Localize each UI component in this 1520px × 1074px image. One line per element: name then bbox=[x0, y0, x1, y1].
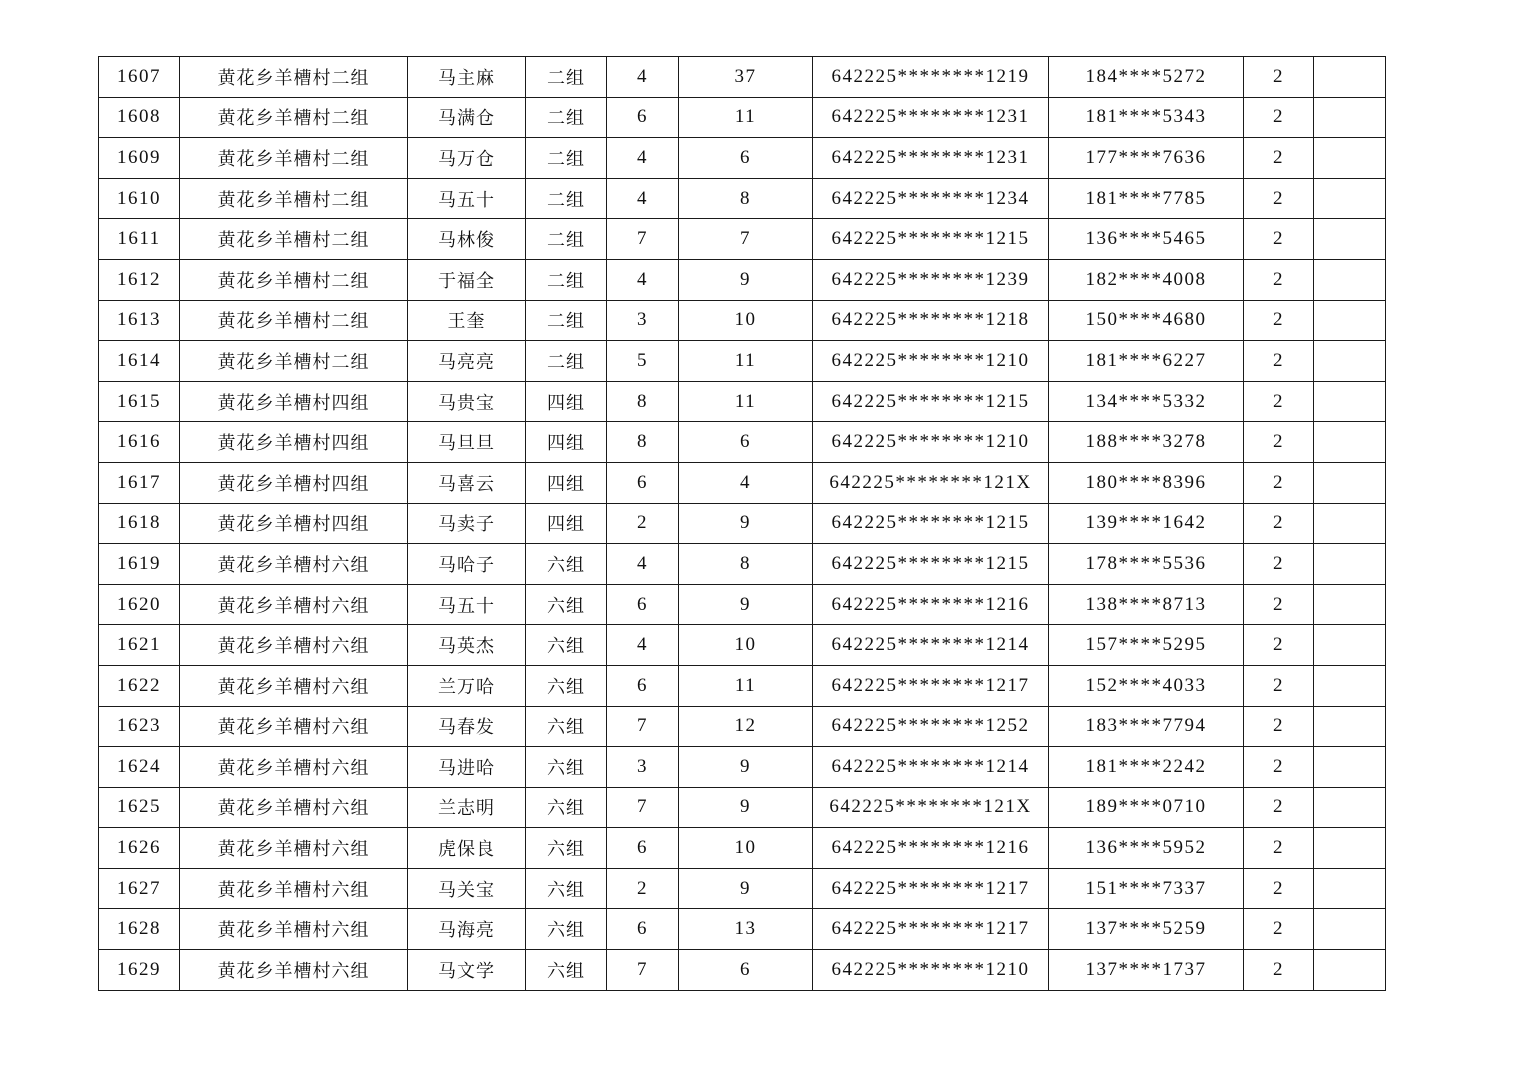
count-cell: 8 bbox=[679, 178, 813, 219]
value-cell: 2 bbox=[1244, 909, 1314, 950]
household-size-cell: 4 bbox=[607, 259, 679, 300]
table-row bbox=[99, 625, 1386, 666]
table-row bbox=[99, 219, 1386, 260]
remark-cell bbox=[1314, 219, 1386, 260]
serial-number-cell: 1624 bbox=[99, 747, 180, 788]
table-row bbox=[99, 259, 1386, 300]
group-cell: 二组 bbox=[526, 300, 607, 341]
table-row bbox=[99, 138, 1386, 179]
value-cell: 2 bbox=[1244, 300, 1314, 341]
value-cell: 2 bbox=[1244, 868, 1314, 909]
group-cell: 二组 bbox=[526, 138, 607, 179]
group-cell: 二组 bbox=[526, 341, 607, 382]
address-cell: 黄花乡羊槽村六组 bbox=[180, 787, 408, 828]
count-cell: 9 bbox=[679, 503, 813, 544]
name-cell: 马五十 bbox=[408, 178, 526, 219]
value-cell: 2 bbox=[1244, 57, 1314, 98]
phone-cell: 151****7337 bbox=[1049, 868, 1244, 909]
value-cell: 2 bbox=[1244, 950, 1314, 991]
id-number-cell: 642225********1231 bbox=[813, 138, 1049, 179]
remark-cell bbox=[1314, 341, 1386, 382]
household-size-cell: 5 bbox=[607, 341, 679, 382]
serial-number-cell: 1621 bbox=[99, 625, 180, 666]
id-number-cell: 642225********1215 bbox=[813, 503, 1049, 544]
remark-cell bbox=[1314, 747, 1386, 788]
count-cell: 9 bbox=[679, 747, 813, 788]
group-cell: 六组 bbox=[526, 665, 607, 706]
id-number-cell: 642225********121X bbox=[813, 462, 1049, 503]
group-cell: 二组 bbox=[526, 97, 607, 138]
phone-cell: 137****5259 bbox=[1049, 909, 1244, 950]
household-size-cell: 6 bbox=[607, 665, 679, 706]
count-cell: 9 bbox=[679, 584, 813, 625]
household-size-cell: 2 bbox=[607, 868, 679, 909]
household-size-cell: 4 bbox=[607, 178, 679, 219]
serial-number-cell: 1612 bbox=[99, 259, 180, 300]
id-number-cell: 642225********1252 bbox=[813, 706, 1049, 747]
phone-cell: 181****6227 bbox=[1049, 341, 1244, 382]
household-size-cell: 6 bbox=[607, 97, 679, 138]
address-cell: 黄花乡羊槽村六组 bbox=[180, 747, 408, 788]
serial-number-cell: 1613 bbox=[99, 300, 180, 341]
group-cell: 二组 bbox=[526, 57, 607, 98]
group-cell: 四组 bbox=[526, 422, 607, 463]
name-cell: 马卖子 bbox=[408, 503, 526, 544]
name-cell: 马喜云 bbox=[408, 462, 526, 503]
remark-cell bbox=[1314, 868, 1386, 909]
id-number-cell: 642225********1215 bbox=[813, 219, 1049, 260]
group-cell: 六组 bbox=[526, 950, 607, 991]
group-cell: 四组 bbox=[526, 381, 607, 422]
count-cell: 8 bbox=[679, 544, 813, 585]
remark-cell bbox=[1314, 462, 1386, 503]
household-size-cell: 8 bbox=[607, 381, 679, 422]
remark-cell bbox=[1314, 57, 1386, 98]
name-cell: 马进哈 bbox=[408, 747, 526, 788]
id-number-cell: 642225********121X bbox=[813, 787, 1049, 828]
household-size-cell: 7 bbox=[607, 950, 679, 991]
count-cell: 6 bbox=[679, 138, 813, 179]
count-cell: 13 bbox=[679, 909, 813, 950]
id-number-cell: 642225********1217 bbox=[813, 909, 1049, 950]
count-cell: 11 bbox=[679, 665, 813, 706]
group-cell: 六组 bbox=[526, 828, 607, 869]
value-cell: 2 bbox=[1244, 138, 1314, 179]
group-cell: 六组 bbox=[526, 868, 607, 909]
name-cell: 马万仓 bbox=[408, 138, 526, 179]
name-cell: 马林俊 bbox=[408, 219, 526, 260]
household-size-cell: 3 bbox=[607, 747, 679, 788]
count-cell: 9 bbox=[679, 259, 813, 300]
value-cell: 2 bbox=[1244, 665, 1314, 706]
serial-number-cell: 1620 bbox=[99, 584, 180, 625]
serial-number-cell: 1623 bbox=[99, 706, 180, 747]
household-size-cell: 7 bbox=[607, 787, 679, 828]
remark-cell bbox=[1314, 503, 1386, 544]
household-size-cell: 8 bbox=[607, 422, 679, 463]
id-number-cell: 642225********1234 bbox=[813, 178, 1049, 219]
address-cell: 黄花乡羊槽村二组 bbox=[180, 178, 408, 219]
serial-number-cell: 1627 bbox=[99, 868, 180, 909]
value-cell: 2 bbox=[1244, 787, 1314, 828]
phone-cell: 180****8396 bbox=[1049, 462, 1244, 503]
name-cell: 马旦旦 bbox=[408, 422, 526, 463]
serial-number-cell: 1617 bbox=[99, 462, 180, 503]
group-cell: 六组 bbox=[526, 706, 607, 747]
value-cell: 2 bbox=[1244, 381, 1314, 422]
address-cell: 黄花乡羊槽村二组 bbox=[180, 259, 408, 300]
phone-cell: 137****1737 bbox=[1049, 950, 1244, 991]
name-cell: 马贵宝 bbox=[408, 381, 526, 422]
id-number-cell: 642225********1217 bbox=[813, 665, 1049, 706]
id-number-cell: 642225********1231 bbox=[813, 97, 1049, 138]
table-row bbox=[99, 584, 1386, 625]
household-size-cell: 6 bbox=[607, 462, 679, 503]
id-number-cell: 642225********1215 bbox=[813, 381, 1049, 422]
name-cell: 马亮亮 bbox=[408, 341, 526, 382]
table-row bbox=[99, 503, 1386, 544]
address-cell: 黄花乡羊槽村六组 bbox=[180, 584, 408, 625]
group-cell: 六组 bbox=[526, 787, 607, 828]
address-cell: 黄花乡羊槽村四组 bbox=[180, 503, 408, 544]
address-cell: 黄花乡羊槽村四组 bbox=[180, 422, 408, 463]
name-cell: 兰志明 bbox=[408, 787, 526, 828]
serial-number-cell: 1609 bbox=[99, 138, 180, 179]
table-row bbox=[99, 909, 1386, 950]
value-cell: 2 bbox=[1244, 625, 1314, 666]
phone-cell: 183****7794 bbox=[1049, 706, 1244, 747]
group-cell: 六组 bbox=[526, 747, 607, 788]
table-row bbox=[99, 381, 1386, 422]
phone-cell: 182****4008 bbox=[1049, 259, 1244, 300]
serial-number-cell: 1619 bbox=[99, 544, 180, 585]
count-cell: 11 bbox=[679, 381, 813, 422]
id-number-cell: 642225********1214 bbox=[813, 625, 1049, 666]
count-cell: 6 bbox=[679, 950, 813, 991]
name-cell: 兰万哈 bbox=[408, 665, 526, 706]
remark-cell bbox=[1314, 381, 1386, 422]
id-number-cell: 642225********1239 bbox=[813, 259, 1049, 300]
household-size-cell: 3 bbox=[607, 300, 679, 341]
count-cell: 6 bbox=[679, 422, 813, 463]
serial-number-cell: 1611 bbox=[99, 219, 180, 260]
serial-number-cell: 1616 bbox=[99, 422, 180, 463]
address-cell: 黄花乡羊槽村二组 bbox=[180, 300, 408, 341]
id-number-cell: 642225********1210 bbox=[813, 341, 1049, 382]
table-body bbox=[99, 57, 1386, 991]
value-cell: 2 bbox=[1244, 462, 1314, 503]
phone-cell: 181****2242 bbox=[1049, 747, 1244, 788]
address-cell: 黄花乡羊槽村六组 bbox=[180, 544, 408, 585]
address-cell: 黄花乡羊槽村六组 bbox=[180, 950, 408, 991]
phone-cell: 138****8713 bbox=[1049, 584, 1244, 625]
value-cell: 2 bbox=[1244, 706, 1314, 747]
phone-cell: 139****1642 bbox=[1049, 503, 1244, 544]
address-cell: 黄花乡羊槽村六组 bbox=[180, 828, 408, 869]
table-row bbox=[99, 665, 1386, 706]
address-cell: 黄花乡羊槽村六组 bbox=[180, 909, 408, 950]
name-cell: 王奎 bbox=[408, 300, 526, 341]
name-cell: 马海亮 bbox=[408, 909, 526, 950]
table-row bbox=[99, 828, 1386, 869]
serial-number-cell: 1629 bbox=[99, 950, 180, 991]
table-row bbox=[99, 706, 1386, 747]
household-size-cell: 4 bbox=[607, 544, 679, 585]
remark-cell bbox=[1314, 178, 1386, 219]
remark-cell bbox=[1314, 950, 1386, 991]
value-cell: 2 bbox=[1244, 259, 1314, 300]
group-cell: 二组 bbox=[526, 219, 607, 260]
value-cell: 2 bbox=[1244, 178, 1314, 219]
group-cell: 六组 bbox=[526, 544, 607, 585]
address-cell: 黄花乡羊槽村四组 bbox=[180, 462, 408, 503]
group-cell: 六组 bbox=[526, 625, 607, 666]
phone-cell: 136****5952 bbox=[1049, 828, 1244, 869]
phone-cell: 188****3278 bbox=[1049, 422, 1244, 463]
table-row bbox=[99, 544, 1386, 585]
phone-cell: 178****5536 bbox=[1049, 544, 1244, 585]
address-cell: 黄花乡羊槽村二组 bbox=[180, 97, 408, 138]
phone-cell: 152****4033 bbox=[1049, 665, 1244, 706]
count-cell: 9 bbox=[679, 787, 813, 828]
household-size-cell: 7 bbox=[607, 706, 679, 747]
id-number-cell: 642225********1216 bbox=[813, 584, 1049, 625]
name-cell: 于福全 bbox=[408, 259, 526, 300]
phone-cell: 181****5343 bbox=[1049, 97, 1244, 138]
name-cell: 马哈子 bbox=[408, 544, 526, 585]
address-cell: 黄花乡羊槽村六组 bbox=[180, 625, 408, 666]
table-row bbox=[99, 422, 1386, 463]
id-number-cell: 642225********1210 bbox=[813, 422, 1049, 463]
household-size-cell: 4 bbox=[607, 138, 679, 179]
group-cell: 二组 bbox=[526, 259, 607, 300]
household-size-cell: 6 bbox=[607, 909, 679, 950]
table-row bbox=[99, 341, 1386, 382]
remark-cell bbox=[1314, 625, 1386, 666]
address-cell: 黄花乡羊槽村二组 bbox=[180, 341, 408, 382]
serial-number-cell: 1614 bbox=[99, 341, 180, 382]
address-cell: 黄花乡羊槽村六组 bbox=[180, 665, 408, 706]
address-cell: 黄花乡羊槽村四组 bbox=[180, 381, 408, 422]
id-number-cell: 642225********1215 bbox=[813, 544, 1049, 585]
id-number-cell: 642225********1218 bbox=[813, 300, 1049, 341]
id-number-cell: 642225********1210 bbox=[813, 950, 1049, 991]
count-cell: 4 bbox=[679, 462, 813, 503]
phone-cell: 134****5332 bbox=[1049, 381, 1244, 422]
group-cell: 六组 bbox=[526, 584, 607, 625]
remark-cell bbox=[1314, 909, 1386, 950]
data-table bbox=[98, 56, 1386, 991]
household-size-cell: 4 bbox=[607, 625, 679, 666]
id-number-cell: 642225********1219 bbox=[813, 57, 1049, 98]
value-cell: 2 bbox=[1244, 341, 1314, 382]
table-row bbox=[99, 868, 1386, 909]
count-cell: 10 bbox=[679, 300, 813, 341]
table-row bbox=[99, 747, 1386, 788]
serial-number-cell: 1607 bbox=[99, 57, 180, 98]
name-cell: 马英杰 bbox=[408, 625, 526, 666]
count-cell: 7 bbox=[679, 219, 813, 260]
household-size-cell: 6 bbox=[607, 828, 679, 869]
value-cell: 2 bbox=[1244, 422, 1314, 463]
phone-cell: 157****5295 bbox=[1049, 625, 1244, 666]
household-size-cell: 6 bbox=[607, 584, 679, 625]
address-cell: 黄花乡羊槽村二组 bbox=[180, 57, 408, 98]
address-cell: 黄花乡羊槽村二组 bbox=[180, 138, 408, 179]
serial-number-cell: 1615 bbox=[99, 381, 180, 422]
remark-cell bbox=[1314, 544, 1386, 585]
value-cell: 2 bbox=[1244, 97, 1314, 138]
table-row bbox=[99, 300, 1386, 341]
value-cell: 2 bbox=[1244, 503, 1314, 544]
remark-cell bbox=[1314, 828, 1386, 869]
id-number-cell: 642225********1217 bbox=[813, 868, 1049, 909]
phone-cell: 150****4680 bbox=[1049, 300, 1244, 341]
count-cell: 10 bbox=[679, 625, 813, 666]
phone-cell: 189****0710 bbox=[1049, 787, 1244, 828]
value-cell: 2 bbox=[1244, 219, 1314, 260]
serial-number-cell: 1625 bbox=[99, 787, 180, 828]
value-cell: 2 bbox=[1244, 828, 1314, 869]
value-cell: 2 bbox=[1244, 747, 1314, 788]
serial-number-cell: 1610 bbox=[99, 178, 180, 219]
name-cell: 马春发 bbox=[408, 706, 526, 747]
address-cell: 黄花乡羊槽村二组 bbox=[180, 219, 408, 260]
name-cell: 马关宝 bbox=[408, 868, 526, 909]
count-cell: 9 bbox=[679, 868, 813, 909]
group-cell: 六组 bbox=[526, 909, 607, 950]
table-row bbox=[99, 178, 1386, 219]
id-number-cell: 642225********1216 bbox=[813, 828, 1049, 869]
phone-cell: 136****5465 bbox=[1049, 219, 1244, 260]
serial-number-cell: 1618 bbox=[99, 503, 180, 544]
table-row bbox=[99, 787, 1386, 828]
remark-cell bbox=[1314, 422, 1386, 463]
household-size-cell: 4 bbox=[607, 57, 679, 98]
count-cell: 37 bbox=[679, 57, 813, 98]
group-cell: 四组 bbox=[526, 462, 607, 503]
name-cell: 虎保良 bbox=[408, 828, 526, 869]
name-cell: 马满仓 bbox=[408, 97, 526, 138]
remark-cell bbox=[1314, 138, 1386, 179]
household-size-cell: 2 bbox=[607, 503, 679, 544]
phone-cell: 184****5272 bbox=[1049, 57, 1244, 98]
remark-cell bbox=[1314, 300, 1386, 341]
address-cell: 黄花乡羊槽村六组 bbox=[180, 706, 408, 747]
value-cell: 2 bbox=[1244, 584, 1314, 625]
group-cell: 四组 bbox=[526, 503, 607, 544]
remark-cell bbox=[1314, 97, 1386, 138]
remark-cell bbox=[1314, 706, 1386, 747]
value-cell: 2 bbox=[1244, 544, 1314, 585]
name-cell: 马文学 bbox=[408, 950, 526, 991]
table-row bbox=[99, 57, 1386, 98]
household-size-cell: 7 bbox=[607, 219, 679, 260]
count-cell: 12 bbox=[679, 706, 813, 747]
table-row bbox=[99, 97, 1386, 138]
remark-cell bbox=[1314, 787, 1386, 828]
serial-number-cell: 1628 bbox=[99, 909, 180, 950]
remark-cell bbox=[1314, 665, 1386, 706]
table-row bbox=[99, 950, 1386, 991]
phone-cell: 177****7636 bbox=[1049, 138, 1244, 179]
phone-cell: 181****7785 bbox=[1049, 178, 1244, 219]
remark-cell bbox=[1314, 259, 1386, 300]
group-cell: 二组 bbox=[526, 178, 607, 219]
remark-cell bbox=[1314, 584, 1386, 625]
count-cell: 10 bbox=[679, 828, 813, 869]
count-cell: 11 bbox=[679, 97, 813, 138]
serial-number-cell: 1608 bbox=[99, 97, 180, 138]
serial-number-cell: 1622 bbox=[99, 665, 180, 706]
name-cell: 马主麻 bbox=[408, 57, 526, 98]
address-cell: 黄花乡羊槽村六组 bbox=[180, 868, 408, 909]
count-cell: 11 bbox=[679, 341, 813, 382]
table-row bbox=[99, 462, 1386, 503]
id-number-cell: 642225********1214 bbox=[813, 747, 1049, 788]
serial-number-cell: 1626 bbox=[99, 828, 180, 869]
name-cell: 马五十 bbox=[408, 584, 526, 625]
